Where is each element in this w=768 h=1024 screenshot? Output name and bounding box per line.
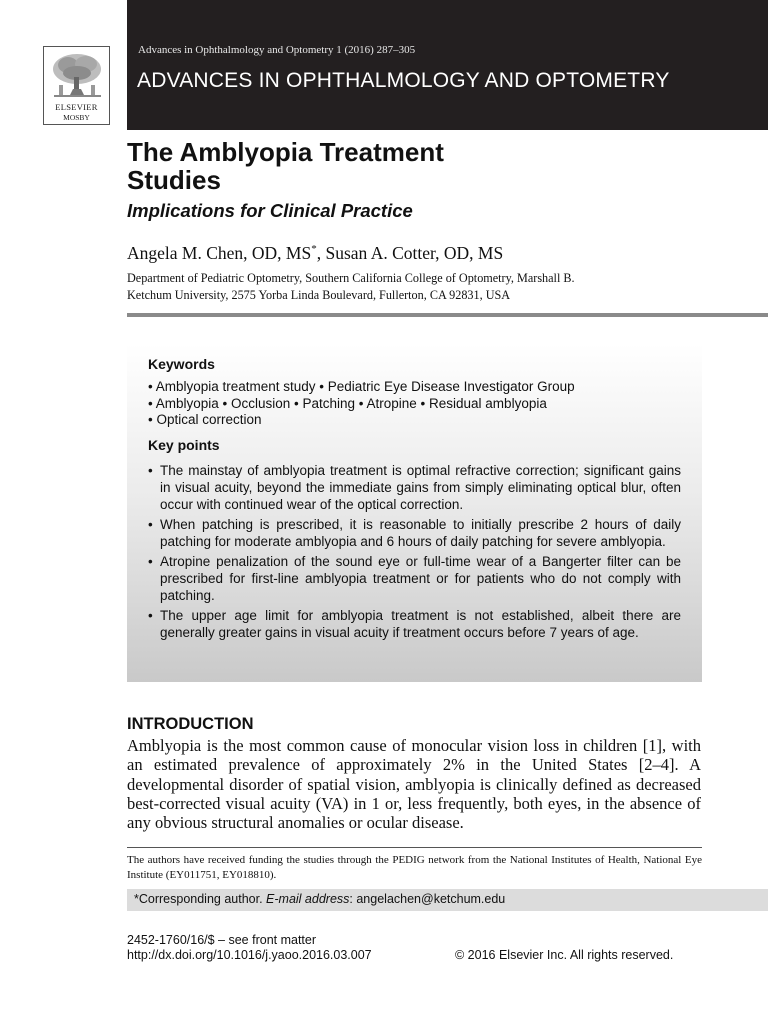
key-point-item xyxy=(148,462,681,513)
journal-citation: Advances in Ophthalmology and Optometry 1 (2016) 287–305 xyxy=(138,44,416,56)
title-line-1: The Amblyopia Treatment xyxy=(127,137,444,167)
article-title xyxy=(127,138,727,194)
bullet-mark: • xyxy=(148,608,153,623)
key-point-text: The upper age limit for amblyopia treatment is not established, albeit there are generally greater gains in visual acuity if treatment occurs before 7 years of age. xyxy=(160,608,681,640)
key-points-box xyxy=(127,344,702,682)
bullet-mark: • xyxy=(148,517,153,532)
keyword-line: • Amblyopia • Occlusion • Patching • Atropine • Residual amblyopia xyxy=(148,395,547,411)
affiliation-line-1: Department of Pediatric Optometry, Southern California College of Optometry, Marshall B. xyxy=(127,271,575,285)
logo-imprint-text: MOSBY xyxy=(63,113,90,122)
key-point-item xyxy=(148,516,681,550)
key-point-item xyxy=(148,607,681,641)
title-line-2: Studies xyxy=(127,165,221,195)
article-authors xyxy=(127,243,503,264)
keywords-heading: Keywords xyxy=(148,356,215,372)
keyword-line: • Amblyopia treatment study • Pediatric Eye Disease Investigator Group xyxy=(148,379,575,394)
elsevier-logo xyxy=(43,46,110,125)
copyright-notice: © 2016 Elsevier Inc. All rights reserved. xyxy=(455,948,674,962)
email-separator: : xyxy=(349,892,357,906)
key-point-item xyxy=(148,553,681,604)
key-point-text: When patching is prescribed, it is reasonable to initially prescribe 2 hours of daily patching for moderate amblyopia and 6 hours of daily patching for severe amblyopia. xyxy=(160,517,681,549)
author-affiliation xyxy=(127,270,697,304)
journal-name: ADVANCES IN OPHTHALMOLOGY AND OPTOMETRY xyxy=(137,69,670,92)
corresponding-label: *Corresponding author. xyxy=(134,892,267,906)
keywords-list xyxy=(148,379,688,429)
logo-publisher-text: ELSEVIER xyxy=(55,102,98,112)
affiliation-line-2: Ketchum University, 2575 Yorba Linda Boulevard, Fullerton, CA 92831, USA xyxy=(127,288,511,302)
email-label: E-mail address xyxy=(266,892,350,906)
key-point-text: The mainstay of amblyopia treatment is optimal refractive correction; significant gains in visual acuity, beyond the immediate gains from simply eliminating optical blur, often occur with continued wear of the optical correction. xyxy=(160,463,681,512)
keypoints-heading: Key points xyxy=(148,437,220,453)
article-subtitle: Implications for Clinical Practice xyxy=(127,200,413,221)
introduction-heading: INTRODUCTION xyxy=(127,715,254,733)
keypoints-list xyxy=(148,462,681,644)
tree-icon xyxy=(50,51,105,101)
corresponding-author-box xyxy=(127,889,768,911)
corresponding-author-note xyxy=(134,892,505,906)
first-author: Angela M. Chen, OD, MS xyxy=(127,243,312,263)
footnote-divider xyxy=(127,847,702,848)
funding-footnote: The authors have received funding the studies through the PEDIG network from the National Institutes of Health, National Eye Institute (EY011751, EY018810). xyxy=(127,854,702,881)
email-link[interactable]: angelachen@ketchum.edu xyxy=(356,892,506,906)
journal-header-band xyxy=(127,0,768,130)
other-authors: , Susan A. Cotter, OD, MS xyxy=(316,243,504,263)
doi-link[interactable]: http://dx.doi.org/10.1016/j.yaoo.2016.03.007 xyxy=(127,948,372,962)
bullet-mark: • xyxy=(148,554,153,569)
introduction-paragraph: Amblyopia is the most common cause of monocular vision loss in children [1], with an estimated prevalence of approximately 2% in the United States [2–4]. A developmental disorder of spatial vision, amblyopia is clinically defined as decreased best-corrected visual acuity (VA) in 1 or, less frequently, both eyes, in the absence of any obvious structural anomalies or ocular disease. xyxy=(127,736,701,833)
corresponding-mark: * xyxy=(311,243,317,256)
keyword-line: • Optical correction xyxy=(148,412,262,427)
key-point-text: Atropine penalization of the sound eye or full-time wear of a Bangerter filter can be prescribed for first-line amblyopia treatment or for patients who do not comply with patching. xyxy=(160,554,681,603)
bullet-mark: • xyxy=(148,463,153,478)
title-divider xyxy=(127,313,768,317)
issn-line: 2452-1760/16/$ – see front matter xyxy=(127,933,317,947)
